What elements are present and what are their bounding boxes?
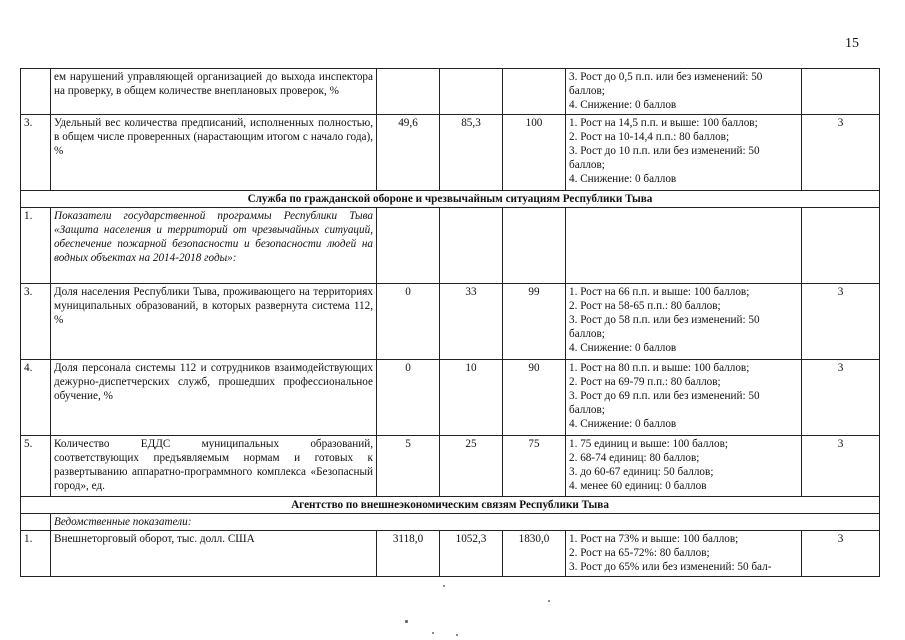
table-row	[21, 115, 880, 191]
criterion-line: 2. Рост на 10-14,4 п.п.: 80 баллов;	[569, 131, 730, 143]
value-current: 25	[440, 436, 503, 497]
row-number	[21, 69, 51, 115]
criterion-line: 4. Снижение: 0 баллов	[569, 173, 677, 185]
value-target: 90	[503, 360, 566, 436]
value-target: 1830,0	[503, 531, 566, 577]
section-title: Служба по гражданской обороне и чрезвычайным ситуациям Республики Тыва	[21, 191, 880, 208]
table-body	[21, 69, 880, 577]
scoring-criteria	[566, 531, 802, 577]
value-base: 5	[377, 436, 440, 497]
weight-score: 3	[802, 360, 880, 436]
value-target: 100	[503, 115, 566, 191]
section-title: Агентство по внешнеэкономическим связям Республики Тыва	[21, 497, 880, 514]
criterion-line: 4. менее 60 единиц: 0 баллов	[569, 480, 707, 492]
value-target: 75	[503, 436, 566, 497]
table-row	[21, 284, 880, 360]
weight-score	[802, 69, 880, 115]
indicator-name: Удельный вес количества предписаний, исполненных полностью, в общем числе проверенных (нарастающим итогом с начало года), %	[51, 115, 377, 191]
value-base	[377, 69, 440, 115]
criterion-line: 2. 68-74 единиц: 80 баллов;	[569, 452, 700, 464]
indicator-name: Доля персонала системы 112 и сотрудников взаимодействующих дежурно-диспетчерских служб, прошедших профессиональное обучение, %	[51, 360, 377, 436]
scoring-criteria	[566, 69, 802, 115]
value-base: 0	[377, 360, 440, 436]
criterion-line: 1. Рост на 14,5 п.п. и выше: 100 баллов;	[569, 117, 758, 129]
indicator-name: ем нарушений управляющей организацией до выхода инспектора на проверку, в общем количестве внеплановых проверок, %	[51, 69, 377, 115]
section-header-row	[21, 191, 880, 208]
weight-score: 3	[802, 436, 880, 497]
criterion-line: 3. до 60-67 единиц: 50 баллов;	[569, 466, 714, 478]
table-row	[21, 69, 880, 115]
weight-score	[802, 208, 880, 284]
scoring-criteria	[566, 284, 802, 360]
indicator-name: Количество ЕДДС муниципальных образований, соответствующих предъявляемым нормам и готовых к развертыванию аппаратно-программного комплекса «Безопасный город», ед.	[51, 436, 377, 497]
criterion-line: 4. Снижение: 0 баллов	[569, 418, 677, 430]
indicator-name: Внешнеторговый оборот, тыс. долл. США	[51, 531, 377, 577]
row-number: 3.	[21, 284, 51, 360]
table-row	[21, 360, 880, 436]
table-row	[21, 531, 880, 577]
criterion-line: 3. Рост до 58 п.п. или без изменений: 50 баллов;	[569, 314, 760, 340]
scoring-criteria	[566, 360, 802, 436]
value-target	[503, 69, 566, 115]
row-number: 5.	[21, 436, 51, 497]
row-number: 4.	[21, 360, 51, 436]
value-base: 49,6	[377, 115, 440, 191]
value-current: 10	[440, 360, 503, 436]
subheading-text: Ведомственные показатели:	[51, 514, 880, 531]
section-header-row	[21, 497, 880, 514]
subheading-row	[21, 514, 880, 531]
weight-score: 3	[802, 531, 880, 577]
num-cell	[21, 514, 51, 531]
indicator-name: Доля населения Республики Тыва, проживающего на территориях муниципальных образований, в которых развернута система 112, %	[51, 284, 377, 360]
value-target: 99	[503, 284, 566, 360]
criterion-line: 4. Снижение: 0 баллов	[569, 342, 677, 354]
criterion-line: 1. Рост на 80 п.п. и выше: 100 баллов;	[569, 362, 750, 374]
scoring-criteria	[566, 436, 802, 497]
criterion-line: 2. Рост на 65-72%: 80 баллов;	[569, 547, 710, 559]
weight-score: 3	[802, 115, 880, 191]
scoring-criteria	[566, 115, 802, 191]
value-base: 3118,0	[377, 531, 440, 577]
value-current	[440, 208, 503, 284]
value-target	[503, 208, 566, 284]
weight-score: 3	[802, 284, 880, 360]
page-number: 15	[845, 36, 859, 51]
criterion-line: 4. Снижение: 0 баллов	[569, 99, 677, 111]
table-row	[21, 436, 880, 497]
row-number: 1.	[21, 531, 51, 577]
value-current: 85,3	[440, 115, 503, 191]
criterion-line: 2. Рост на 69-79 п.п.: 80 баллов;	[569, 376, 721, 388]
row-number: 3.	[21, 115, 51, 191]
value-current: 33	[440, 284, 503, 360]
criterion-line: 1. 75 единиц и выше: 100 баллов;	[569, 438, 728, 450]
criterion-line: 1. Рост на 73% и выше: 100 баллов;	[569, 533, 739, 545]
row-number: 1.	[21, 208, 51, 284]
criterion-line: 1. Рост на 66 п.п. и выше: 100 баллов;	[569, 286, 750, 298]
value-current: 1052,3	[440, 531, 503, 577]
value-base	[377, 208, 440, 284]
table-row	[21, 208, 880, 284]
value-current	[440, 69, 503, 115]
criterion-line: 3. Рост до 69 п.п. или без изменений: 50 баллов;	[569, 390, 760, 416]
indicator-name: Показатели государственной программы Республики Тыва «Защита населения и территорий от чрезвычайных ситуаций, обеспечение пожарной безопасности и безопасности людей на водных объектах на 2014-2018 годы»:	[51, 208, 377, 284]
criterion-line: 3. Рост до 10 п.п. или без изменений: 50 баллов;	[569, 145, 760, 171]
criterion-line: 3. Рост до 0,5 п.п. или без изменений: 50 баллов;	[569, 71, 763, 97]
criterion-line: 2. Рост на 58-65 п.п.: 80 баллов;	[569, 300, 721, 312]
criterion-line: 3. Рост до 65% или без изменений: 50 бал-	[569, 561, 772, 573]
scoring-criteria	[566, 208, 802, 284]
value-base: 0	[377, 284, 440, 360]
indicators-table	[20, 68, 880, 577]
